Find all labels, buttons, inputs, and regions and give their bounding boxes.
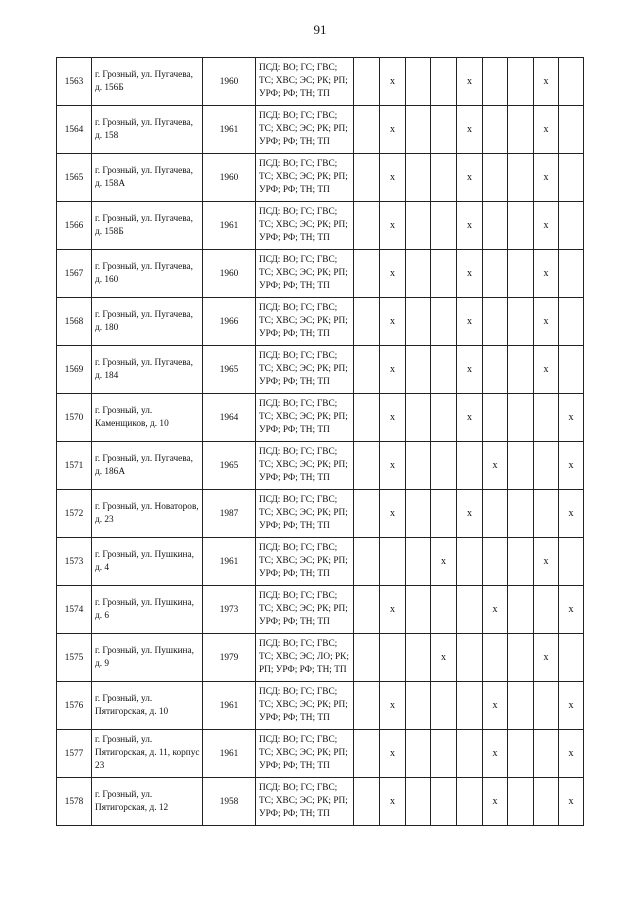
engineering-systems-cell: ПСД: ВО; ГС; ГВС; ТС; ХВС; ЭС; РК; РП; УРФ; РФ; ТН; ТП bbox=[256, 442, 354, 490]
work-type-mark-cell: x bbox=[380, 106, 406, 154]
row-number-cell: 1569 bbox=[57, 346, 92, 394]
engineering-systems-cell: ПСД: ВО; ГС; ГВС; ТС; ХВС; ЭС; РК; РП; УРФ; РФ; ТН; ТП bbox=[256, 394, 354, 442]
work-type-mark-cell bbox=[354, 442, 380, 490]
row-number-cell: 1568 bbox=[57, 298, 92, 346]
work-type-mark-cell bbox=[406, 634, 431, 682]
work-type-mark-cell bbox=[431, 346, 457, 394]
table-row bbox=[57, 202, 584, 250]
work-type-mark-cell bbox=[483, 298, 508, 346]
work-type-mark-cell: x bbox=[380, 202, 406, 250]
work-type-mark-cell: x bbox=[559, 778, 584, 826]
work-type-mark-cell bbox=[354, 586, 380, 634]
row-number-cell: 1572 bbox=[57, 490, 92, 538]
engineering-systems-cell: ПСД: ВО; ГС; ГВС; ТС; ХВС; ЭС; РК; РП; УРФ; РФ; ТН; ТП bbox=[256, 106, 354, 154]
row-number-cell: 1570 bbox=[57, 394, 92, 442]
work-type-mark-cell: x bbox=[457, 202, 483, 250]
engineering-systems-cell: ПСД: ВО; ГС; ГВС; ТС; ХВС; ЭС; РК; РП; УРФ; РФ; ТН; ТП bbox=[256, 778, 354, 826]
work-type-mark-cell bbox=[354, 346, 380, 394]
work-type-mark-cell: x bbox=[380, 394, 406, 442]
work-type-mark-cell bbox=[483, 154, 508, 202]
row-number-cell: 1563 bbox=[57, 58, 92, 106]
work-type-mark-cell: x bbox=[457, 250, 483, 298]
work-type-mark-cell bbox=[354, 634, 380, 682]
work-type-mark-cell bbox=[457, 538, 483, 586]
work-type-mark-cell: x bbox=[534, 298, 559, 346]
work-type-mark-cell bbox=[483, 538, 508, 586]
work-type-mark-cell bbox=[508, 442, 534, 490]
work-type-mark-cell bbox=[508, 250, 534, 298]
work-type-mark-cell bbox=[406, 490, 431, 538]
work-type-mark-cell bbox=[431, 394, 457, 442]
year-built-cell: 1960 bbox=[203, 154, 256, 202]
work-type-mark-cell bbox=[354, 394, 380, 442]
engineering-systems-cell: ПСД: ВО; ГС; ГВС; ТС; ХВС; ЭС; ЛО; РК; РП; УРФ; РФ; ТН; ТП bbox=[256, 634, 354, 682]
work-type-mark-cell bbox=[483, 58, 508, 106]
work-type-mark-cell bbox=[431, 154, 457, 202]
work-type-mark-cell: x bbox=[457, 490, 483, 538]
work-type-mark-cell bbox=[457, 682, 483, 730]
table-row bbox=[57, 298, 584, 346]
year-built-cell: 1958 bbox=[203, 778, 256, 826]
engineering-systems-cell: ПСД: ВО; ГС; ГВС; ТС; ХВС; ЭС; РК; РП; УРФ; РФ; ТН; ТП bbox=[256, 586, 354, 634]
year-built-cell: 1987 bbox=[203, 490, 256, 538]
work-type-mark-cell: x bbox=[534, 202, 559, 250]
year-built-cell: 1973 bbox=[203, 586, 256, 634]
work-type-mark-cell: x bbox=[431, 538, 457, 586]
work-type-mark-cell: x bbox=[534, 58, 559, 106]
address-cell: г. Грозный, ул. Пугачева, д. 156Б bbox=[92, 58, 203, 106]
work-type-mark-cell bbox=[483, 202, 508, 250]
table-row bbox=[57, 730, 584, 778]
address-cell: г. Грозный, ул. Каменщиков, д. 10 bbox=[92, 394, 203, 442]
row-number-cell: 1564 bbox=[57, 106, 92, 154]
work-type-mark-cell bbox=[406, 346, 431, 394]
work-type-mark-cell: x bbox=[380, 778, 406, 826]
work-type-mark-cell bbox=[431, 442, 457, 490]
work-type-mark-cell: x bbox=[559, 394, 584, 442]
address-cell: г. Грозный, ул. Пятигорская, д. 11, корпус 23 bbox=[92, 730, 203, 778]
work-type-mark-cell bbox=[457, 634, 483, 682]
work-type-mark-cell bbox=[483, 634, 508, 682]
row-number-cell: 1566 bbox=[57, 202, 92, 250]
year-built-cell: 1966 bbox=[203, 298, 256, 346]
work-type-mark-cell bbox=[406, 58, 431, 106]
engineering-systems-cell: ПСД: ВО; ГС; ГВС; ТС; ХВС; ЭС; РК; РП; УРФ; РФ; ТН; ТП bbox=[256, 298, 354, 346]
work-type-mark-cell: x bbox=[534, 250, 559, 298]
table-row bbox=[57, 58, 584, 106]
year-built-cell: 1961 bbox=[203, 682, 256, 730]
work-type-mark-cell bbox=[508, 778, 534, 826]
work-type-mark-cell: x bbox=[534, 154, 559, 202]
address-cell: г. Грозный, ул. Пушкина, д. 4 bbox=[92, 538, 203, 586]
work-type-mark-cell bbox=[354, 298, 380, 346]
work-type-mark-cell: x bbox=[559, 490, 584, 538]
work-type-mark-cell bbox=[534, 682, 559, 730]
work-type-mark-cell bbox=[508, 58, 534, 106]
work-type-mark-cell: x bbox=[457, 394, 483, 442]
work-type-mark-cell: x bbox=[380, 298, 406, 346]
table-row bbox=[57, 442, 584, 490]
work-type-mark-cell bbox=[431, 106, 457, 154]
year-built-cell: 1960 bbox=[203, 250, 256, 298]
work-type-mark-cell: x bbox=[380, 586, 406, 634]
work-type-mark-cell bbox=[354, 778, 380, 826]
work-type-mark-cell: x bbox=[559, 586, 584, 634]
work-type-mark-cell bbox=[406, 202, 431, 250]
work-type-mark-cell bbox=[354, 106, 380, 154]
work-type-mark-cell bbox=[431, 58, 457, 106]
engineering-systems-cell: ПСД: ВО; ГС; ГВС; ТС; ХВС; ЭС; РК; РП; УРФ; РФ; ТН; ТП bbox=[256, 490, 354, 538]
work-type-mark-cell: x bbox=[380, 250, 406, 298]
work-type-mark-cell: x bbox=[380, 490, 406, 538]
work-type-mark-cell: x bbox=[483, 586, 508, 634]
work-type-mark-cell bbox=[406, 442, 431, 490]
work-type-mark-cell bbox=[508, 154, 534, 202]
table-row bbox=[57, 154, 584, 202]
work-type-mark-cell: x bbox=[457, 154, 483, 202]
table-row bbox=[57, 538, 584, 586]
work-type-mark-cell bbox=[431, 778, 457, 826]
work-type-mark-cell bbox=[354, 490, 380, 538]
work-type-mark-cell bbox=[431, 490, 457, 538]
work-type-mark-cell bbox=[354, 730, 380, 778]
work-type-mark-cell bbox=[508, 586, 534, 634]
work-type-mark-cell: x bbox=[559, 682, 584, 730]
row-number-cell: 1573 bbox=[57, 538, 92, 586]
table-body bbox=[57, 58, 584, 826]
work-type-mark-cell bbox=[483, 490, 508, 538]
work-type-mark-cell: x bbox=[534, 538, 559, 586]
work-type-mark-cell: x bbox=[457, 106, 483, 154]
address-cell: г. Грозный, ул. Пятигорская, д. 10 bbox=[92, 682, 203, 730]
work-type-mark-cell bbox=[354, 682, 380, 730]
work-type-mark-cell: x bbox=[483, 730, 508, 778]
year-built-cell: 1979 bbox=[203, 634, 256, 682]
work-type-mark-cell bbox=[406, 778, 431, 826]
row-number-cell: 1576 bbox=[57, 682, 92, 730]
work-type-mark-cell bbox=[406, 730, 431, 778]
work-type-mark-cell: x bbox=[534, 106, 559, 154]
work-type-mark-cell bbox=[354, 202, 380, 250]
year-built-cell: 1961 bbox=[203, 202, 256, 250]
table-row bbox=[57, 682, 584, 730]
table-row bbox=[57, 490, 584, 538]
address-cell: г. Грозный, ул. Пушкина, д. 6 bbox=[92, 586, 203, 634]
row-number-cell: 1571 bbox=[57, 442, 92, 490]
engineering-systems-cell: ПСД: ВО; ГС; ГВС; ТС; ХВС; ЭС; РК; РП; УРФ; РФ; ТН; ТП bbox=[256, 250, 354, 298]
work-type-mark-cell: x bbox=[457, 58, 483, 106]
table-row bbox=[57, 634, 584, 682]
work-type-mark-cell bbox=[534, 442, 559, 490]
work-type-mark-cell bbox=[483, 394, 508, 442]
work-type-mark-cell bbox=[559, 154, 584, 202]
engineering-systems-cell: ПСД: ВО; ГС; ГВС; ТС; ХВС; ЭС; РК; РП; УРФ; РФ; ТН; ТП bbox=[256, 682, 354, 730]
work-type-mark-cell bbox=[406, 538, 431, 586]
work-type-mark-cell bbox=[431, 250, 457, 298]
work-type-mark-cell bbox=[534, 394, 559, 442]
address-cell: г. Грозный, ул. Пугачева, д. 158 bbox=[92, 106, 203, 154]
work-type-mark-cell bbox=[406, 298, 431, 346]
work-type-mark-cell: x bbox=[380, 154, 406, 202]
address-cell: г. Грозный, ул. Пугачева, д. 180 bbox=[92, 298, 203, 346]
page-number: 91 bbox=[313, 22, 327, 37]
address-cell: г. Грозный, ул. Пугачева, д. 158А bbox=[92, 154, 203, 202]
work-type-mark-cell bbox=[559, 298, 584, 346]
building-registry-table bbox=[56, 57, 584, 826]
work-type-mark-cell bbox=[457, 730, 483, 778]
work-type-mark-cell: x bbox=[380, 730, 406, 778]
work-type-mark-cell bbox=[508, 106, 534, 154]
work-type-mark-cell bbox=[457, 778, 483, 826]
work-type-mark-cell bbox=[380, 538, 406, 586]
row-number-cell: 1574 bbox=[57, 586, 92, 634]
work-type-mark-cell bbox=[354, 538, 380, 586]
year-built-cell: 1961 bbox=[203, 106, 256, 154]
work-type-mark-cell bbox=[534, 490, 559, 538]
work-type-mark-cell bbox=[431, 586, 457, 634]
work-type-mark-cell bbox=[354, 154, 380, 202]
work-type-mark-cell bbox=[406, 250, 431, 298]
table-row bbox=[57, 778, 584, 826]
work-type-mark-cell bbox=[508, 538, 534, 586]
row-number-cell: 1565 bbox=[57, 154, 92, 202]
work-type-mark-cell bbox=[406, 586, 431, 634]
work-type-mark-cell bbox=[559, 250, 584, 298]
work-type-mark-cell bbox=[457, 442, 483, 490]
work-type-mark-cell bbox=[559, 538, 584, 586]
row-number-cell: 1577 bbox=[57, 730, 92, 778]
table-row bbox=[57, 250, 584, 298]
work-type-mark-cell bbox=[354, 250, 380, 298]
work-type-mark-cell bbox=[559, 202, 584, 250]
year-built-cell: 1961 bbox=[203, 730, 256, 778]
work-type-mark-cell: x bbox=[380, 346, 406, 394]
work-type-mark-cell bbox=[380, 634, 406, 682]
work-type-mark-cell: x bbox=[380, 442, 406, 490]
address-cell: г. Грозный, ул. Пугачева, д. 160 bbox=[92, 250, 203, 298]
engineering-systems-cell: ПСД: ВО; ГС; ГВС; ТС; ХВС; ЭС; РК; РП; УРФ; РФ; ТН; ТП bbox=[256, 202, 354, 250]
table-row bbox=[57, 346, 584, 394]
work-type-mark-cell: x bbox=[431, 634, 457, 682]
work-type-mark-cell bbox=[559, 106, 584, 154]
work-type-mark-cell: x bbox=[559, 442, 584, 490]
work-type-mark-cell bbox=[483, 106, 508, 154]
table-row bbox=[57, 586, 584, 634]
work-type-mark-cell bbox=[559, 634, 584, 682]
address-cell: г. Грозный, ул. Пушкина, д. 9 bbox=[92, 634, 203, 682]
row-number-cell: 1578 bbox=[57, 778, 92, 826]
address-cell: г. Грозный, ул. Пугачева, д. 158Б bbox=[92, 202, 203, 250]
work-type-mark-cell bbox=[457, 586, 483, 634]
work-type-mark-cell bbox=[406, 154, 431, 202]
work-type-mark-cell bbox=[559, 58, 584, 106]
work-type-mark-cell bbox=[534, 586, 559, 634]
work-type-mark-cell: x bbox=[457, 346, 483, 394]
work-type-mark-cell bbox=[534, 730, 559, 778]
year-built-cell: 1965 bbox=[203, 346, 256, 394]
engineering-systems-cell: ПСД: ВО; ГС; ГВС; ТС; ХВС; ЭС; РК; РП; УРФ; РФ; ТН; ТП bbox=[256, 346, 354, 394]
work-type-mark-cell bbox=[431, 682, 457, 730]
work-type-mark-cell: x bbox=[380, 58, 406, 106]
work-type-mark-cell bbox=[559, 346, 584, 394]
work-type-mark-cell bbox=[508, 730, 534, 778]
address-cell: г. Грозный, ул. Пятигорская, д. 12 bbox=[92, 778, 203, 826]
engineering-systems-cell: ПСД: ВО; ГС; ГВС; ТС; ХВС; ЭС; РК; РП; УРФ; РФ; ТН; ТП bbox=[256, 538, 354, 586]
work-type-mark-cell: x bbox=[559, 730, 584, 778]
row-number-cell: 1575 bbox=[57, 634, 92, 682]
address-cell: г. Грозный, ул. Пугачева, д. 186А bbox=[92, 442, 203, 490]
work-type-mark-cell bbox=[431, 298, 457, 346]
work-type-mark-cell bbox=[508, 298, 534, 346]
row-number-cell: 1567 bbox=[57, 250, 92, 298]
year-built-cell: 1961 bbox=[203, 538, 256, 586]
work-type-mark-cell bbox=[406, 106, 431, 154]
work-type-mark-cell bbox=[534, 778, 559, 826]
address-cell: г. Грозный, ул. Новаторов, д. 23 bbox=[92, 490, 203, 538]
work-type-mark-cell: x bbox=[483, 778, 508, 826]
work-type-mark-cell bbox=[508, 490, 534, 538]
work-type-mark-cell: x bbox=[534, 346, 559, 394]
work-type-mark-cell bbox=[483, 250, 508, 298]
year-built-cell: 1960 bbox=[203, 58, 256, 106]
work-type-mark-cell bbox=[431, 730, 457, 778]
engineering-systems-cell: ПСД: ВО; ГС; ГВС; ТС; ХВС; ЭС; РК; РП; УРФ; РФ; ТН; ТП bbox=[256, 58, 354, 106]
work-type-mark-cell: x bbox=[380, 682, 406, 730]
work-type-mark-cell bbox=[406, 394, 431, 442]
engineering-systems-cell: ПСД: ВО; ГС; ГВС; ТС; ХВС; ЭС; РК; РП; УРФ; РФ; ТН; ТП bbox=[256, 154, 354, 202]
work-type-mark-cell: x bbox=[457, 298, 483, 346]
work-type-mark-cell bbox=[508, 682, 534, 730]
work-type-mark-cell bbox=[406, 682, 431, 730]
work-type-mark-cell bbox=[354, 58, 380, 106]
work-type-mark-cell bbox=[508, 346, 534, 394]
year-built-cell: 1965 bbox=[203, 442, 256, 490]
table-row bbox=[57, 394, 584, 442]
table-row bbox=[57, 106, 584, 154]
work-type-mark-cell bbox=[508, 202, 534, 250]
work-type-mark-cell bbox=[431, 202, 457, 250]
work-type-mark-cell bbox=[508, 634, 534, 682]
year-built-cell: 1964 bbox=[203, 394, 256, 442]
work-type-mark-cell: x bbox=[534, 634, 559, 682]
work-type-mark-cell: x bbox=[483, 442, 508, 490]
work-type-mark-cell bbox=[483, 346, 508, 394]
work-type-mark-cell: x bbox=[483, 682, 508, 730]
engineering-systems-cell: ПСД: ВО; ГС; ГВС; ТС; ХВС; ЭС; РК; РП; УРФ; РФ; ТН; ТП bbox=[256, 730, 354, 778]
address-cell: г. Грозный, ул. Пугачева, д. 184 bbox=[92, 346, 203, 394]
work-type-mark-cell bbox=[508, 394, 534, 442]
